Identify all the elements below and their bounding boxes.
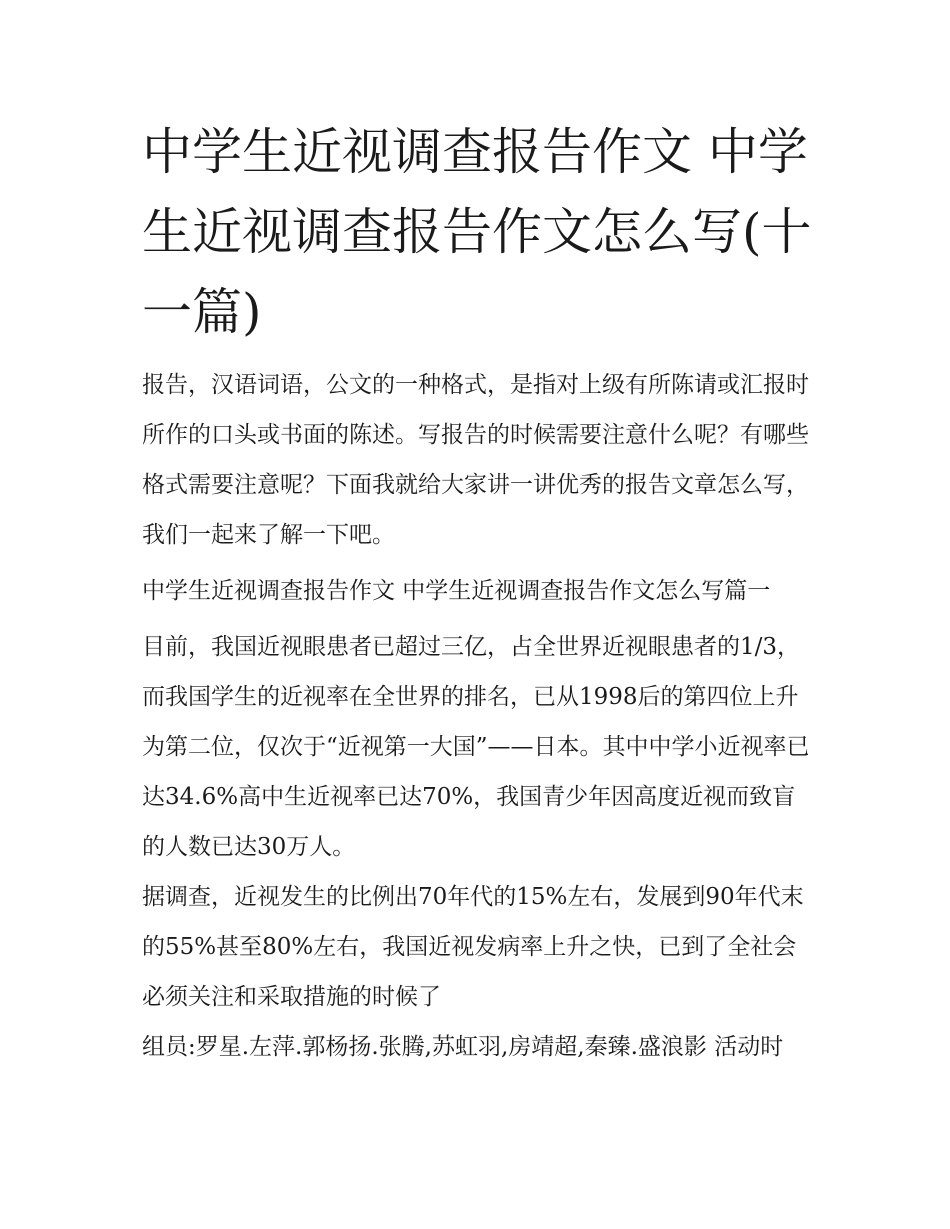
body-paragraph: 目前，我国近视眼患者已超过三亿，占全世界近视眼患者的1/3，而我国学生的近视率在全世界的排名，已从1998后的第四位上升为第二位，仅次于“近视第一大国”——日本。其中中学小近视率已达34.6%高中生近视率已达70%，我国青少年因高度近视而致盲的人数已达30万人。: [142, 634, 810, 860]
section-heading: 中学生近视调查报告作文 中学生近视调查报告作文怎么写篇一: [142, 578, 771, 604]
document-title: 中学生近视调查报告作文 中学生近视调查报告作文怎么写(十一篇): [142, 123, 812, 341]
intro-paragraph: 报告，汉语词语，公文的一种格式，是指对上级有所陈请或汇报时所作的口头或书面的陈述。写报告的时候需要注意什么呢？有哪些格式需要注意呢？下面我就给大家讲一讲优秀的报告文章怎么写，我们一起来了解一下吧。: [142, 372, 809, 548]
document-page: [142, 112, 814, 1072]
body-paragraph: 据调查，近视发生的比例出70年代的15%左右，发展到90年代末的55%甚至80%左右，我国近视发病率上升之快，已到了全社会必须关注和采取措施的时候了: [142, 884, 804, 1010]
members-paragraph: 组员:罗星.左萍.郭杨扬.张腾,苏虹羽,房靖超,秦臻.盛浪影 活动时: [142, 1034, 784, 1060]
